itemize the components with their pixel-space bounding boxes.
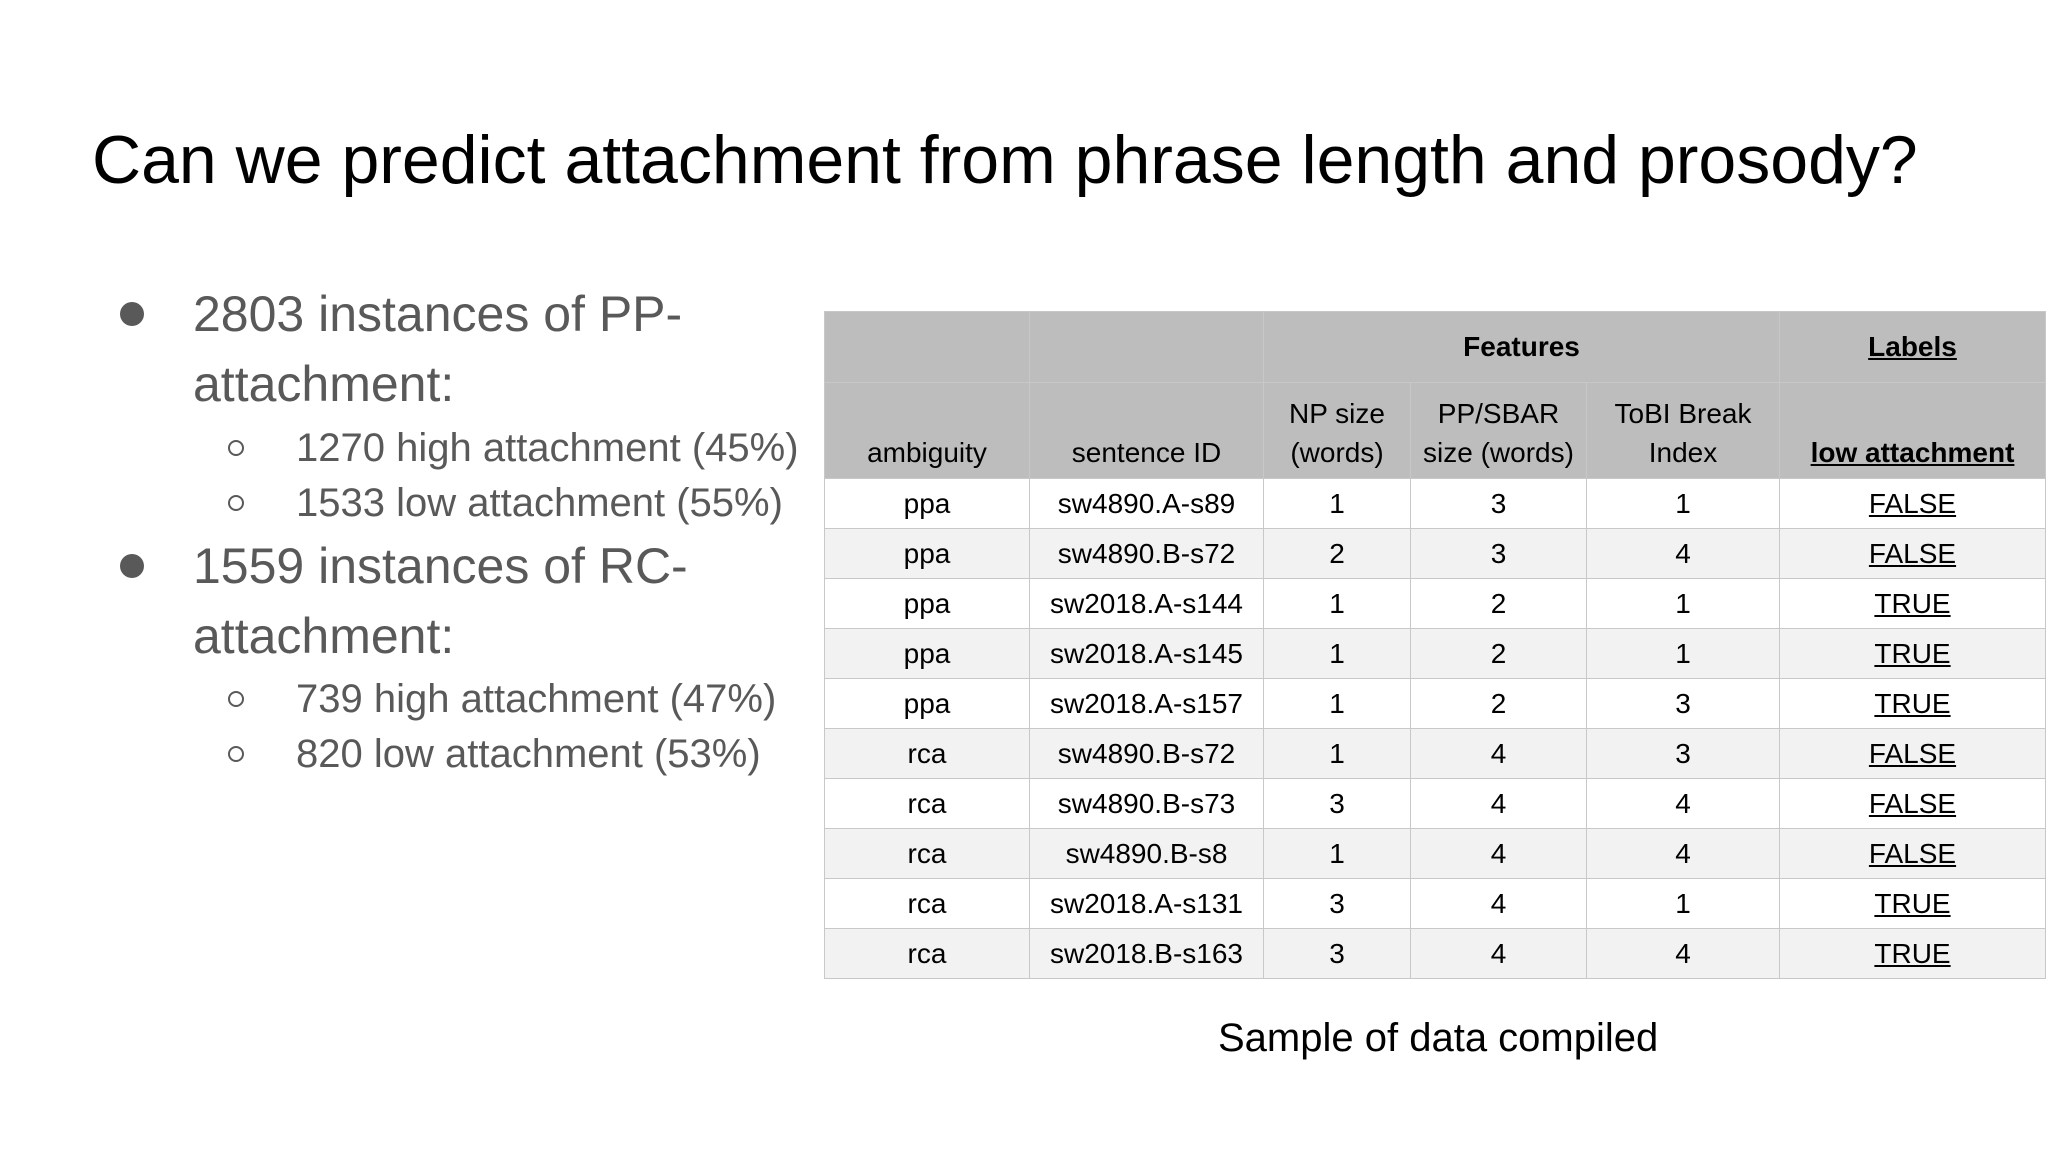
bullet-text: attachment:: [193, 608, 455, 664]
cell-ambiguity: rca: [825, 879, 1030, 929]
cell-pp-sbar-size: 4: [1411, 729, 1587, 779]
column-header-low-attachment: low attachment: [1780, 383, 2046, 479]
cell-low-attachment: FALSE: [1780, 729, 2046, 779]
table-row: [825, 679, 2046, 729]
cell-sentence-id: sw4890.A-s89: [1030, 479, 1264, 529]
cell-low-attachment: TRUE: [1780, 679, 2046, 729]
cell-sentence-id: sw4890.B-s72: [1030, 529, 1264, 579]
cell-sentence-id: sw4890.B-s72: [1030, 729, 1264, 779]
cell-ambiguity: ppa: [825, 529, 1030, 579]
cell-low-attachment: FALSE: [1780, 829, 2046, 879]
cell-low-attachment: TRUE: [1780, 879, 2046, 929]
bullet-text: attachment:: [193, 356, 455, 412]
column-header-line: size (words): [1423, 437, 1574, 468]
cell-ambiguity: ppa: [825, 579, 1030, 629]
bullet-text: 1559 instances of RC-: [193, 538, 688, 594]
cell-low-attachment: TRUE: [1780, 629, 2046, 679]
table-row: [825, 729, 2046, 779]
cell-sentence-id: sw4890.B-s73: [1030, 779, 1264, 829]
table-row: [825, 629, 2046, 679]
cell-ambiguity: ppa: [825, 479, 1030, 529]
column-header-line: NP size: [1289, 398, 1385, 429]
column-header-pp-sbar-size: [1411, 383, 1587, 479]
data-table: [824, 311, 2046, 979]
column-header-line: Index: [1648, 437, 1718, 468]
table-group-header-row: [825, 312, 2046, 383]
sub-bullet-circle-icon: [228, 495, 244, 511]
cell-pp-sbar-size: 4: [1411, 879, 1587, 929]
cell-low-attachment: FALSE: [1780, 479, 2046, 529]
features-group-header: Features: [1264, 312, 1780, 383]
slide-title: Can we predict attachment from phrase length and prosody?: [92, 122, 1918, 198]
sub-bullet-circle-icon: [228, 746, 244, 762]
cell-tobi-break-index: 1: [1587, 629, 1780, 679]
table-header-empty: [825, 312, 1030, 383]
cell-tobi-break-index: 3: [1587, 729, 1780, 779]
table-row: [825, 529, 2046, 579]
cell-ambiguity: ppa: [825, 629, 1030, 679]
cell-np-size: 3: [1264, 929, 1411, 979]
column-header-sentence-id: sentence ID: [1030, 383, 1264, 479]
cell-ambiguity: rca: [825, 729, 1030, 779]
sub-bullet-text: 820 low attachment (53%): [296, 732, 761, 776]
cell-pp-sbar-size: 3: [1411, 479, 1587, 529]
table-column-header-row: [825, 383, 2046, 479]
cell-np-size: 3: [1264, 879, 1411, 929]
cell-np-size: 1: [1264, 479, 1411, 529]
sub-bullet-text: 1270 high attachment (45%): [296, 426, 799, 470]
cell-tobi-break-index: 1: [1587, 479, 1780, 529]
table-row: [825, 779, 2046, 829]
cell-sentence-id: sw2018.A-s157: [1030, 679, 1264, 729]
column-header-line: ToBI Break: [1614, 398, 1752, 429]
table-row: [825, 579, 2046, 629]
sub-bullet-circle-icon: [228, 440, 244, 456]
cell-ambiguity: ppa: [825, 679, 1030, 729]
cell-np-size: 1: [1264, 629, 1411, 679]
sub-bullet-circle-icon: [228, 691, 244, 707]
cell-tobi-break-index: 4: [1587, 829, 1780, 879]
cell-pp-sbar-size: 4: [1411, 829, 1587, 879]
cell-pp-sbar-size: 4: [1411, 779, 1587, 829]
cell-pp-sbar-size: 2: [1411, 629, 1587, 679]
column-header-tobi-break-index: [1587, 383, 1780, 479]
bullet-list: [0, 0, 820, 800]
cell-sentence-id: sw2018.A-s145: [1030, 629, 1264, 679]
column-header-line: (words): [1290, 437, 1384, 468]
table-body: [825, 479, 2046, 979]
cell-low-attachment: TRUE: [1780, 579, 2046, 629]
cell-tobi-break-index: 3: [1587, 679, 1780, 729]
bullet-dot-icon: [120, 302, 144, 326]
cell-np-size: 3: [1264, 779, 1411, 829]
cell-low-attachment: FALSE: [1780, 779, 2046, 829]
cell-sentence-id: sw2018.A-s131: [1030, 879, 1264, 929]
column-header-ambiguity: ambiguity: [825, 383, 1030, 479]
sub-bullet-text: 1533 low attachment (55%): [296, 481, 783, 525]
cell-pp-sbar-size: 3: [1411, 529, 1587, 579]
table-row: [825, 479, 2046, 529]
cell-np-size: 1: [1264, 729, 1411, 779]
cell-ambiguity: rca: [825, 779, 1030, 829]
column-header-np-size: [1264, 383, 1411, 479]
table-row: [825, 829, 2046, 879]
table-header-empty: [1030, 312, 1264, 383]
cell-np-size: 1: [1264, 679, 1411, 729]
cell-low-attachment: FALSE: [1780, 529, 2046, 579]
cell-sentence-id: sw2018.B-s163: [1030, 929, 1264, 979]
cell-sentence-id: sw4890.B-s8: [1030, 829, 1264, 879]
cell-np-size: 1: [1264, 829, 1411, 879]
table-row: [825, 929, 2046, 979]
cell-np-size: 2: [1264, 529, 1411, 579]
cell-pp-sbar-size: 4: [1411, 929, 1587, 979]
cell-sentence-id: sw2018.A-s144: [1030, 579, 1264, 629]
bullet-text: 2803 instances of PP-: [193, 286, 683, 342]
cell-tobi-break-index: 4: [1587, 779, 1780, 829]
cell-low-attachment: TRUE: [1780, 929, 2046, 979]
table-caption: Sample of data compiled: [1218, 1016, 1659, 1060]
sub-bullet-text: 739 high attachment (47%): [296, 677, 777, 721]
cell-ambiguity: rca: [825, 929, 1030, 979]
cell-np-size: 1: [1264, 579, 1411, 629]
cell-tobi-break-index: 1: [1587, 579, 1780, 629]
cell-pp-sbar-size: 2: [1411, 579, 1587, 629]
table-row: [825, 879, 2046, 929]
cell-tobi-break-index: 4: [1587, 529, 1780, 579]
cell-tobi-break-index: 4: [1587, 929, 1780, 979]
labels-group-header: Labels: [1780, 312, 2046, 383]
cell-tobi-break-index: 1: [1587, 879, 1780, 929]
bullet-dot-icon: [120, 554, 144, 578]
cell-pp-sbar-size: 2: [1411, 679, 1587, 729]
cell-ambiguity: rca: [825, 829, 1030, 879]
column-header-line: PP/SBAR: [1437, 398, 1560, 429]
